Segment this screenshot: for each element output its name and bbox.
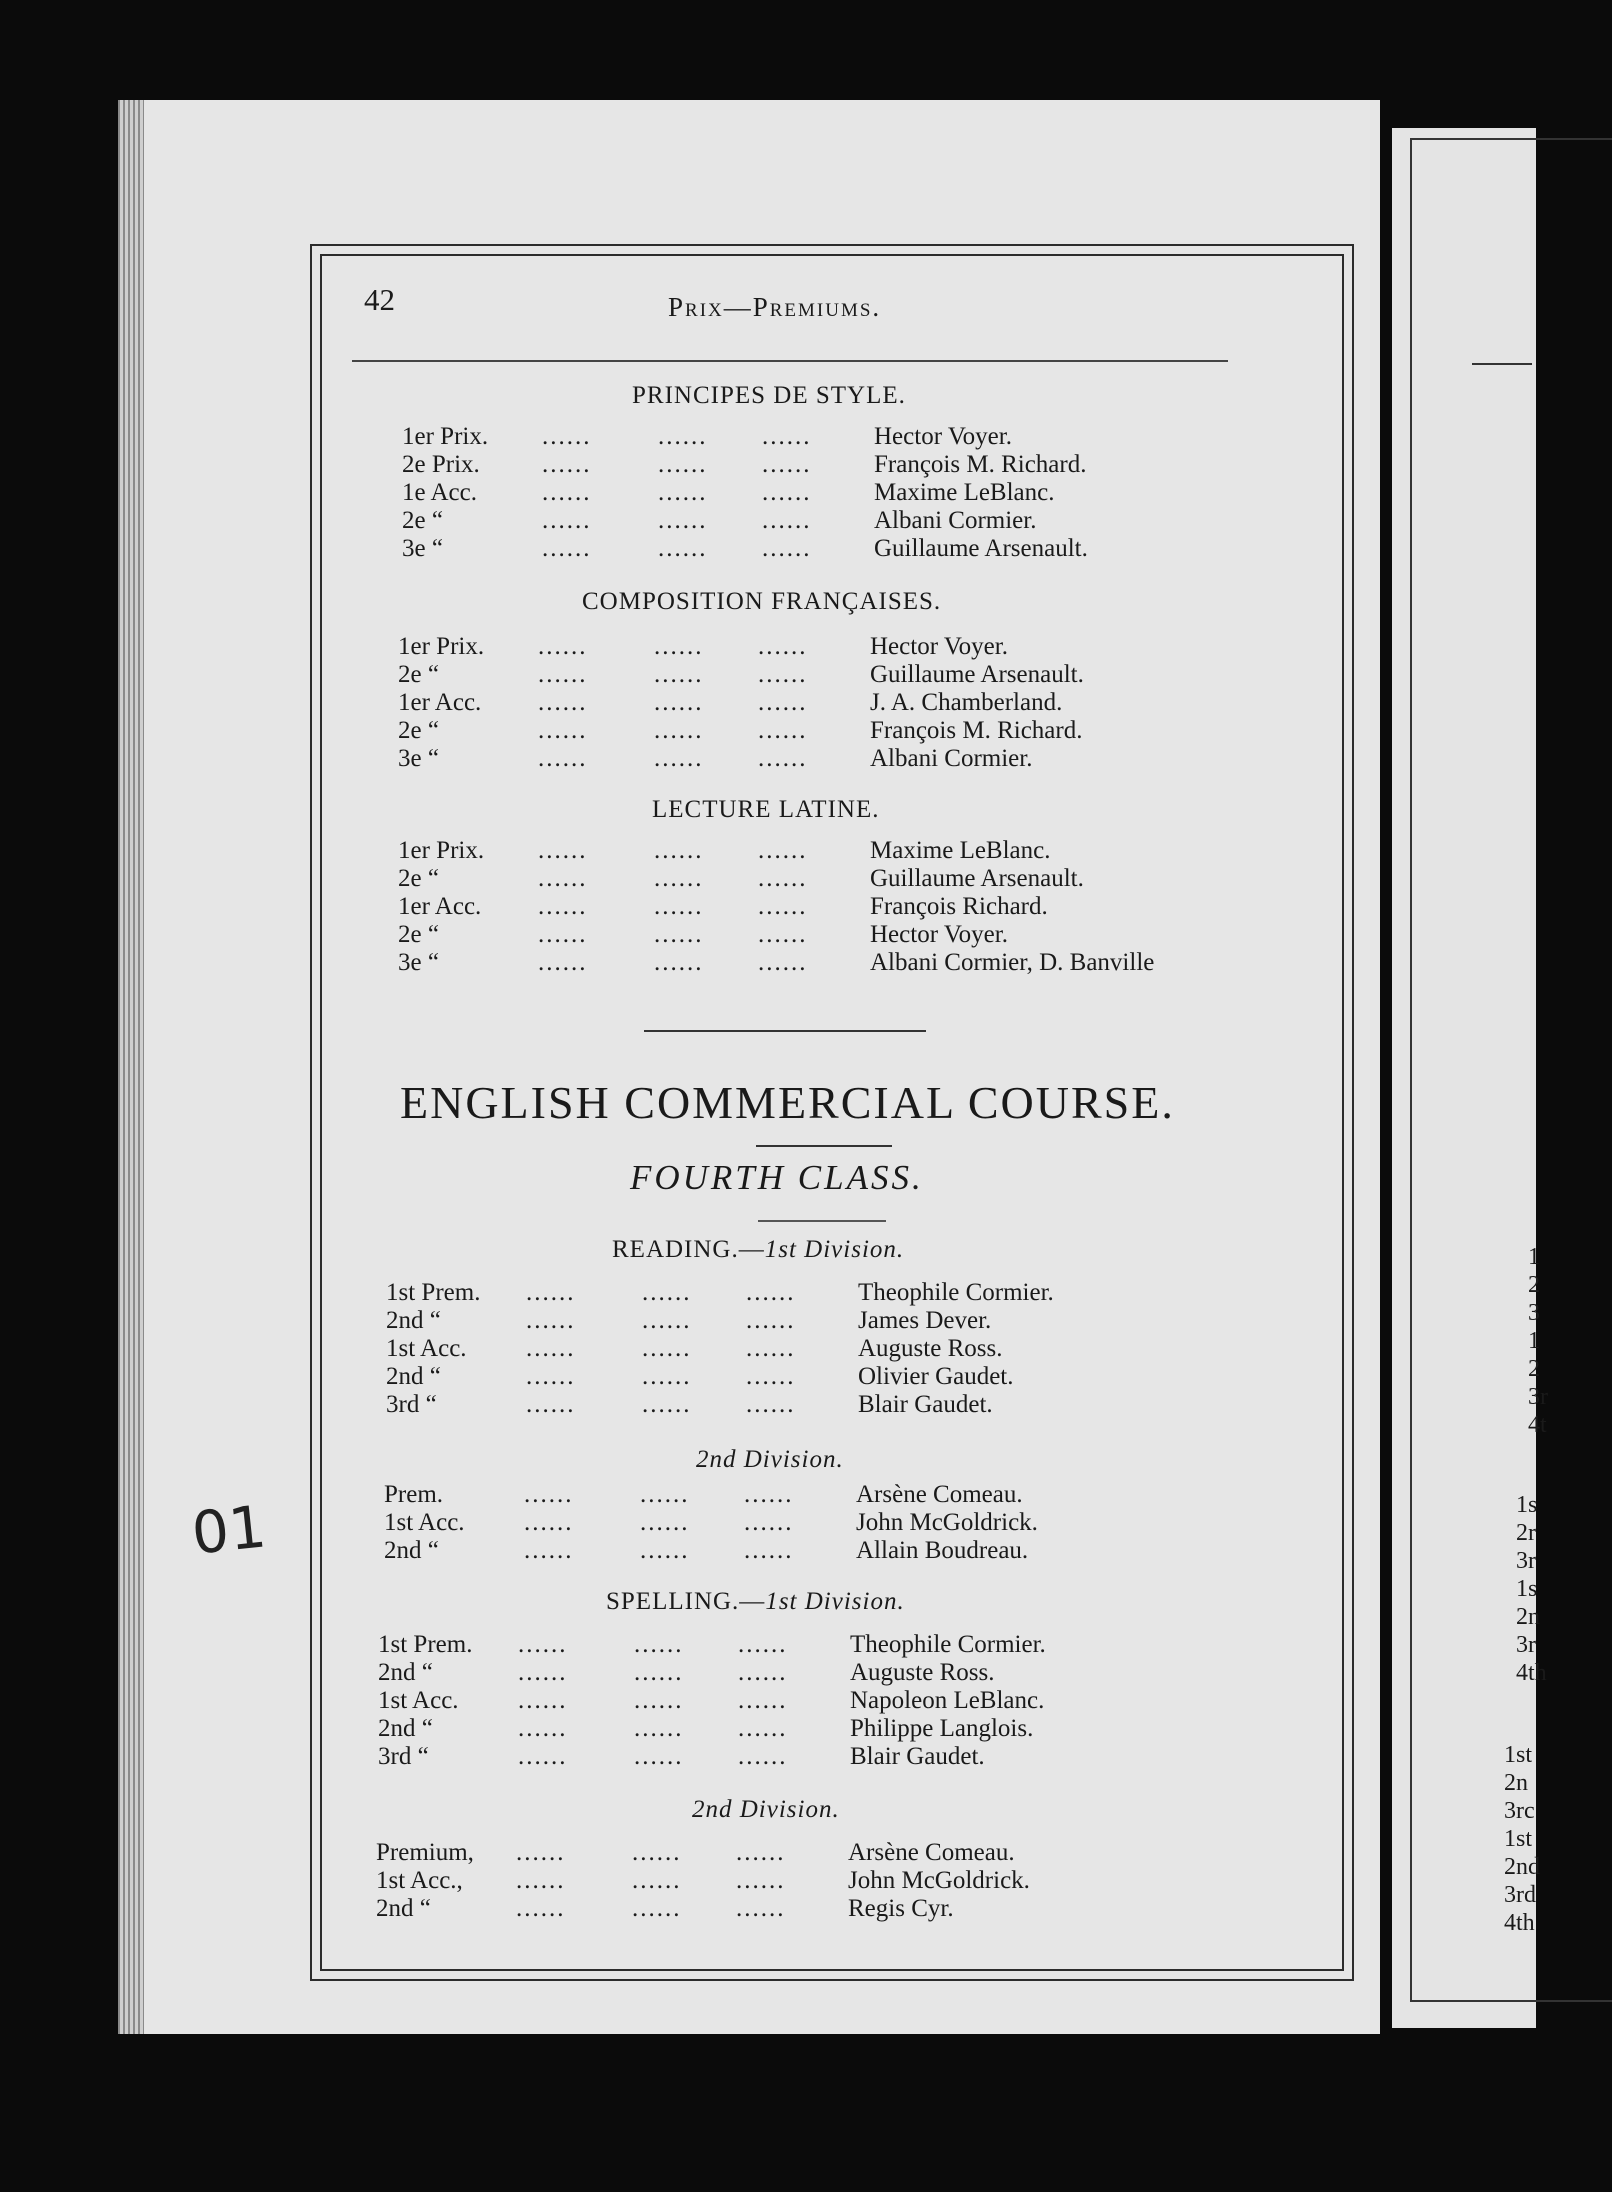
leader-dots: ...... <box>632 1839 682 1866</box>
leader-dots: ...... <box>538 949 588 976</box>
prize-rank: 1er Acc. <box>398 893 482 920</box>
leader-dots: ...... <box>538 745 588 772</box>
prize-rank: 1st Prem. <box>386 1279 481 1306</box>
recipient-name: François Richard. <box>870 893 1048 920</box>
section-title <box>612 1236 904 1264</box>
prize-rank: 3rd “ <box>386 1391 437 1418</box>
leader-dots: ...... <box>654 837 704 864</box>
right-page-fragment: 3 <box>1528 1300 1540 1326</box>
prize-row <box>398 662 1258 688</box>
leader-dots: ...... <box>744 1509 794 1536</box>
recipient-name: Albani Cormier, D. Banville <box>870 949 1155 976</box>
prize-row <box>384 1510 1244 1536</box>
recipient-name: Regis Cyr. <box>848 1895 954 1922</box>
leader-dots: ...... <box>654 921 704 948</box>
leader-dots: ...... <box>758 837 808 864</box>
recipient-name: Arsène Comeau. <box>848 1839 1015 1866</box>
prize-rank: 1st Acc. <box>384 1509 465 1536</box>
leader-dots: ...... <box>758 717 808 744</box>
leader-dots: ...... <box>518 1715 568 1742</box>
leader-dots: ...... <box>758 633 808 660</box>
leader-dots: ...... <box>762 479 812 506</box>
leader-dots: ...... <box>538 661 588 688</box>
leader-dots: ...... <box>746 1279 796 1306</box>
prize-row <box>402 424 1262 450</box>
leader-dots: ...... <box>634 1687 684 1714</box>
header-rule <box>352 360 1228 362</box>
leader-dots: ...... <box>654 661 704 688</box>
leader-dots: ...... <box>518 1659 568 1686</box>
prize-row <box>398 718 1258 744</box>
prize-rank: 2e “ <box>398 717 439 744</box>
prize-rank: 2nd “ <box>384 1537 439 1564</box>
leader-dots: ...... <box>642 1279 692 1306</box>
leader-dots: ...... <box>642 1335 692 1362</box>
leader-dots: ...... <box>634 1659 684 1686</box>
leader-dots: ...... <box>758 661 808 688</box>
leader-dots: ...... <box>654 745 704 772</box>
leader-dots: ...... <box>526 1363 576 1390</box>
leader-dots: ...... <box>642 1307 692 1334</box>
right-page-fragment: 2n <box>1516 1604 1540 1630</box>
leader-dots: ...... <box>632 1895 682 1922</box>
leader-dots: ...... <box>538 837 588 864</box>
section-title: PRINCIPES DE STYLE. <box>632 382 906 409</box>
prize-rank: 3e “ <box>398 949 439 976</box>
recipient-name: Philippe Langlois. <box>850 1715 1034 1742</box>
leader-dots: ...... <box>526 1335 576 1362</box>
leader-dots: ...... <box>744 1537 794 1564</box>
class-title: FOURTH CLASS. <box>630 1158 924 1197</box>
prize-rank: 3rd “ <box>378 1743 429 1770</box>
leader-dots: ...... <box>654 949 704 976</box>
leader-dots: ...... <box>516 1839 566 1866</box>
prize-rank: 1er Prix. <box>398 837 485 864</box>
recipient-name: Theophile Cormier. <box>850 1631 1046 1658</box>
leader-dots: ...... <box>658 535 708 562</box>
recipient-name: Allain Boudreau. <box>856 1537 1029 1564</box>
recipient-name: Albani Cormier. <box>874 507 1037 534</box>
leader-dots: ...... <box>738 1743 788 1770</box>
leader-dots: ...... <box>758 949 808 976</box>
prize-row <box>398 838 1258 864</box>
section-subject: SPELLING.— <box>606 1588 766 1615</box>
leader-dots: ...... <box>524 1509 574 1536</box>
leader-dots: ...... <box>746 1335 796 1362</box>
leader-dots: ...... <box>658 423 708 450</box>
recipient-name: Blair Gaudet. <box>850 1743 985 1770</box>
recipient-name: Auguste Ross. <box>850 1659 995 1686</box>
prize-row <box>398 894 1258 920</box>
prize-rank: 1st Prem. <box>378 1631 473 1658</box>
prize-row <box>378 1632 1238 1658</box>
prize-rank: 2e “ <box>398 865 439 892</box>
prize-row <box>398 866 1258 892</box>
leader-dots: ...... <box>762 535 812 562</box>
leader-dots: ...... <box>538 717 588 744</box>
running-head: Prix—Premiums. <box>668 292 882 322</box>
leader-dots: ...... <box>632 1867 682 1894</box>
leader-dots: ...... <box>526 1307 576 1334</box>
leader-dots: ...... <box>736 1895 786 1922</box>
leader-dots: ...... <box>758 921 808 948</box>
prize-row <box>386 1364 1246 1390</box>
prize-rank: 2e Prix. <box>402 451 480 478</box>
course-title: ENGLISH COMMERCIAL COURSE. <box>400 1077 1175 1128</box>
prize-row <box>386 1392 1246 1418</box>
recipient-name: Maxime LeBlanc. <box>870 837 1051 864</box>
leader-dots: ...... <box>642 1391 692 1418</box>
leader-dots: ...... <box>738 1659 788 1686</box>
leader-dots: ...... <box>516 1867 566 1894</box>
recipient-name: J. A. Chamberland. <box>870 689 1063 716</box>
leader-dots: ...... <box>738 1631 788 1658</box>
recipient-name: Maxime LeBlanc. <box>874 479 1055 506</box>
prize-row <box>402 452 1262 478</box>
leader-dots: ...... <box>736 1839 786 1866</box>
prize-rank: 1er Prix. <box>402 423 489 450</box>
right-page-fragment: 2 <box>1528 1272 1540 1298</box>
leader-dots: ...... <box>518 1631 568 1658</box>
right-page-edge <box>1392 128 1548 2028</box>
section-subject: READING.— <box>612 1236 765 1263</box>
recipient-name: Hector Voyer. <box>870 921 1008 948</box>
prize-row <box>376 1840 1236 1866</box>
page-number: 42 <box>364 282 395 317</box>
leader-dots: ...... <box>758 893 808 920</box>
leader-dots: ...... <box>640 1509 690 1536</box>
prize-row <box>398 746 1258 772</box>
leader-dots: ...... <box>746 1391 796 1418</box>
leader-dots: ...... <box>518 1687 568 1714</box>
prize-row <box>386 1308 1246 1334</box>
prize-row <box>378 1744 1238 1770</box>
right-page-fragment: 4th <box>1504 1910 1535 1936</box>
leader-dots: ...... <box>762 451 812 478</box>
section-title: COMPOSITION FRANÇAISES. <box>582 588 942 615</box>
prize-row <box>398 950 1258 976</box>
recipient-name: James Dever. <box>858 1307 992 1334</box>
prize-row <box>378 1716 1238 1742</box>
prize-row <box>398 922 1258 948</box>
prize-rank: 1e Acc. <box>402 479 477 506</box>
section-division: 1st Division. <box>764 1236 905 1263</box>
prize-row <box>402 536 1262 562</box>
leader-dots: ...... <box>746 1363 796 1390</box>
section-title <box>692 1796 840 1824</box>
recipient-name: François M. Richard. <box>870 717 1083 744</box>
recipient-name: John McGoldrick. <box>856 1509 1038 1536</box>
leader-dots: ...... <box>524 1537 574 1564</box>
leader-dots: ...... <box>654 717 704 744</box>
right-page-fragment: 2 <box>1528 1356 1540 1382</box>
right-page-fragment: 3rd <box>1504 1882 1536 1908</box>
prize-rank: 2e “ <box>398 661 439 688</box>
leader-dots: ...... <box>542 423 592 450</box>
right-page-fragment: 2nd <box>1504 1854 1540 1880</box>
leader-dots: ...... <box>640 1481 690 1508</box>
leader-dots: ...... <box>538 633 588 660</box>
prize-row <box>378 1660 1238 1686</box>
leader-dots: ...... <box>634 1631 684 1658</box>
class-title-rule <box>758 1220 886 1222</box>
section-title <box>606 1588 905 1616</box>
recipient-name: Albani Cormier. <box>870 745 1033 772</box>
leader-dots: ...... <box>758 865 808 892</box>
right-page-fragment: 3r <box>1516 1548 1536 1574</box>
prize-rank: Prem. <box>384 1481 444 1508</box>
section-title <box>696 1446 844 1474</box>
prize-rank: 1er Acc. <box>398 689 482 716</box>
recipient-name: Auguste Ross. <box>858 1335 1003 1362</box>
recipient-name: Hector Voyer. <box>870 633 1008 660</box>
recipient-name: Guillaume Arsenault. <box>870 865 1084 892</box>
recipient-name: Hector Voyer. <box>874 423 1012 450</box>
prize-rank: 2e “ <box>398 921 439 948</box>
leader-dots: ...... <box>634 1715 684 1742</box>
leader-dots: ...... <box>658 451 708 478</box>
recipient-name: Theophile Cormier. <box>858 1279 1054 1306</box>
prize-row <box>376 1868 1236 1894</box>
leader-dots: ...... <box>758 745 808 772</box>
section-division: 1st Division. <box>765 1588 905 1615</box>
leader-dots: ...... <box>654 689 704 716</box>
leader-dots: ...... <box>762 423 812 450</box>
prize-rank: 2nd “ <box>378 1715 433 1742</box>
prize-row <box>398 690 1258 716</box>
right-page-fragment: 1 <box>1528 1328 1540 1354</box>
prize-rank: 3e “ <box>398 745 439 772</box>
prize-rank: 2nd “ <box>376 1895 431 1922</box>
prize-rank: 2nd “ <box>378 1659 433 1686</box>
handwritten-margin-note: 01 <box>188 1492 270 1568</box>
recipient-name: Arsène Comeau. <box>856 1481 1023 1508</box>
leader-dots: ...... <box>526 1279 576 1306</box>
prize-rank: 3e “ <box>402 535 443 562</box>
right-page-fragment: 1st <box>1504 1826 1533 1852</box>
leader-dots: ...... <box>738 1687 788 1714</box>
prize-rank: 1er Prix. <box>398 633 485 660</box>
leader-dots: ...... <box>744 1481 794 1508</box>
right-page-fragment: 1s <box>1516 1492 1538 1518</box>
leader-dots: ...... <box>658 507 708 534</box>
leader-dots: ...... <box>738 1715 788 1742</box>
leader-dots: ...... <box>654 633 704 660</box>
prize-row <box>402 508 1262 534</box>
right-page-fragment: 3r <box>1516 1632 1536 1658</box>
leader-dots: ...... <box>542 535 592 562</box>
leader-dots: ...... <box>524 1481 574 1508</box>
prize-row <box>384 1538 1244 1564</box>
prize-rank: 2nd “ <box>386 1307 441 1334</box>
leader-dots: ...... <box>526 1391 576 1418</box>
prize-rank: Premium, <box>376 1839 474 1866</box>
leader-dots: ...... <box>542 451 592 478</box>
leader-dots: ...... <box>518 1743 568 1770</box>
section-title: LECTURE LATINE. <box>652 796 880 823</box>
prize-rank: 2e “ <box>402 507 443 534</box>
leader-dots: ...... <box>542 507 592 534</box>
right-page-fragment: 4th <box>1516 1660 1547 1686</box>
leader-dots: ...... <box>640 1537 690 1564</box>
leader-dots: ...... <box>538 921 588 948</box>
right-page-fragment: 3r <box>1528 1384 1548 1410</box>
course-title-rule <box>756 1145 892 1147</box>
prize-row <box>378 1688 1238 1714</box>
prize-rank: 1st Acc. <box>386 1335 467 1362</box>
recipient-name: Guillaume Arsenault. <box>874 535 1088 562</box>
prize-row <box>402 480 1262 506</box>
leader-dots: ...... <box>746 1307 796 1334</box>
leader-dots: ...... <box>736 1867 786 1894</box>
section-divider <box>644 1030 926 1032</box>
section-division: 2nd Division. <box>692 1796 840 1823</box>
leader-dots: ...... <box>516 1895 566 1922</box>
prize-rank: 1st Acc. <box>378 1687 459 1714</box>
prize-row <box>384 1482 1244 1508</box>
leader-dots: ...... <box>538 689 588 716</box>
leader-dots: ...... <box>658 479 708 506</box>
leader-dots: ...... <box>634 1743 684 1770</box>
recipient-name: John McGoldrick. <box>848 1867 1030 1894</box>
prize-rank: 2nd “ <box>386 1363 441 1390</box>
prize-row <box>376 1896 1236 1922</box>
right-page-frame <box>1410 138 1612 2002</box>
recipient-name: Olivier Gaudet. <box>858 1363 1014 1390</box>
leader-dots: ...... <box>538 893 588 920</box>
leader-dots: ...... <box>762 507 812 534</box>
leader-dots: ...... <box>538 865 588 892</box>
right-page-fragment: 2r <box>1516 1520 1536 1546</box>
right-page-fragment: 1 <box>1528 1244 1540 1270</box>
right-page-fragment: 4t <box>1528 1412 1547 1438</box>
right-page-fragment: 3rc <box>1504 1798 1535 1824</box>
leader-dots: ...... <box>542 479 592 506</box>
prize-row <box>386 1280 1246 1306</box>
right-page-rule <box>1472 363 1532 365</box>
leader-dots: ...... <box>654 865 704 892</box>
recipient-name: François M. Richard. <box>874 451 1087 478</box>
recipient-name: Napoleon LeBlanc. <box>850 1687 1045 1714</box>
recipient-name: Guillaume Arsenault. <box>870 661 1084 688</box>
prize-row <box>398 634 1258 660</box>
prize-rank: 1st Acc., <box>376 1867 463 1894</box>
prize-row <box>386 1336 1246 1362</box>
right-page-fragment: 1s <box>1516 1576 1538 1602</box>
right-page-fragment: 1st <box>1504 1742 1533 1768</box>
leader-dots: ...... <box>654 893 704 920</box>
leader-dots: ...... <box>642 1363 692 1390</box>
recipient-name: Blair Gaudet. <box>858 1391 993 1418</box>
right-page-fragment: 2n <box>1504 1770 1528 1796</box>
section-division: 2nd Division. <box>696 1446 844 1473</box>
leader-dots: ...... <box>758 689 808 716</box>
